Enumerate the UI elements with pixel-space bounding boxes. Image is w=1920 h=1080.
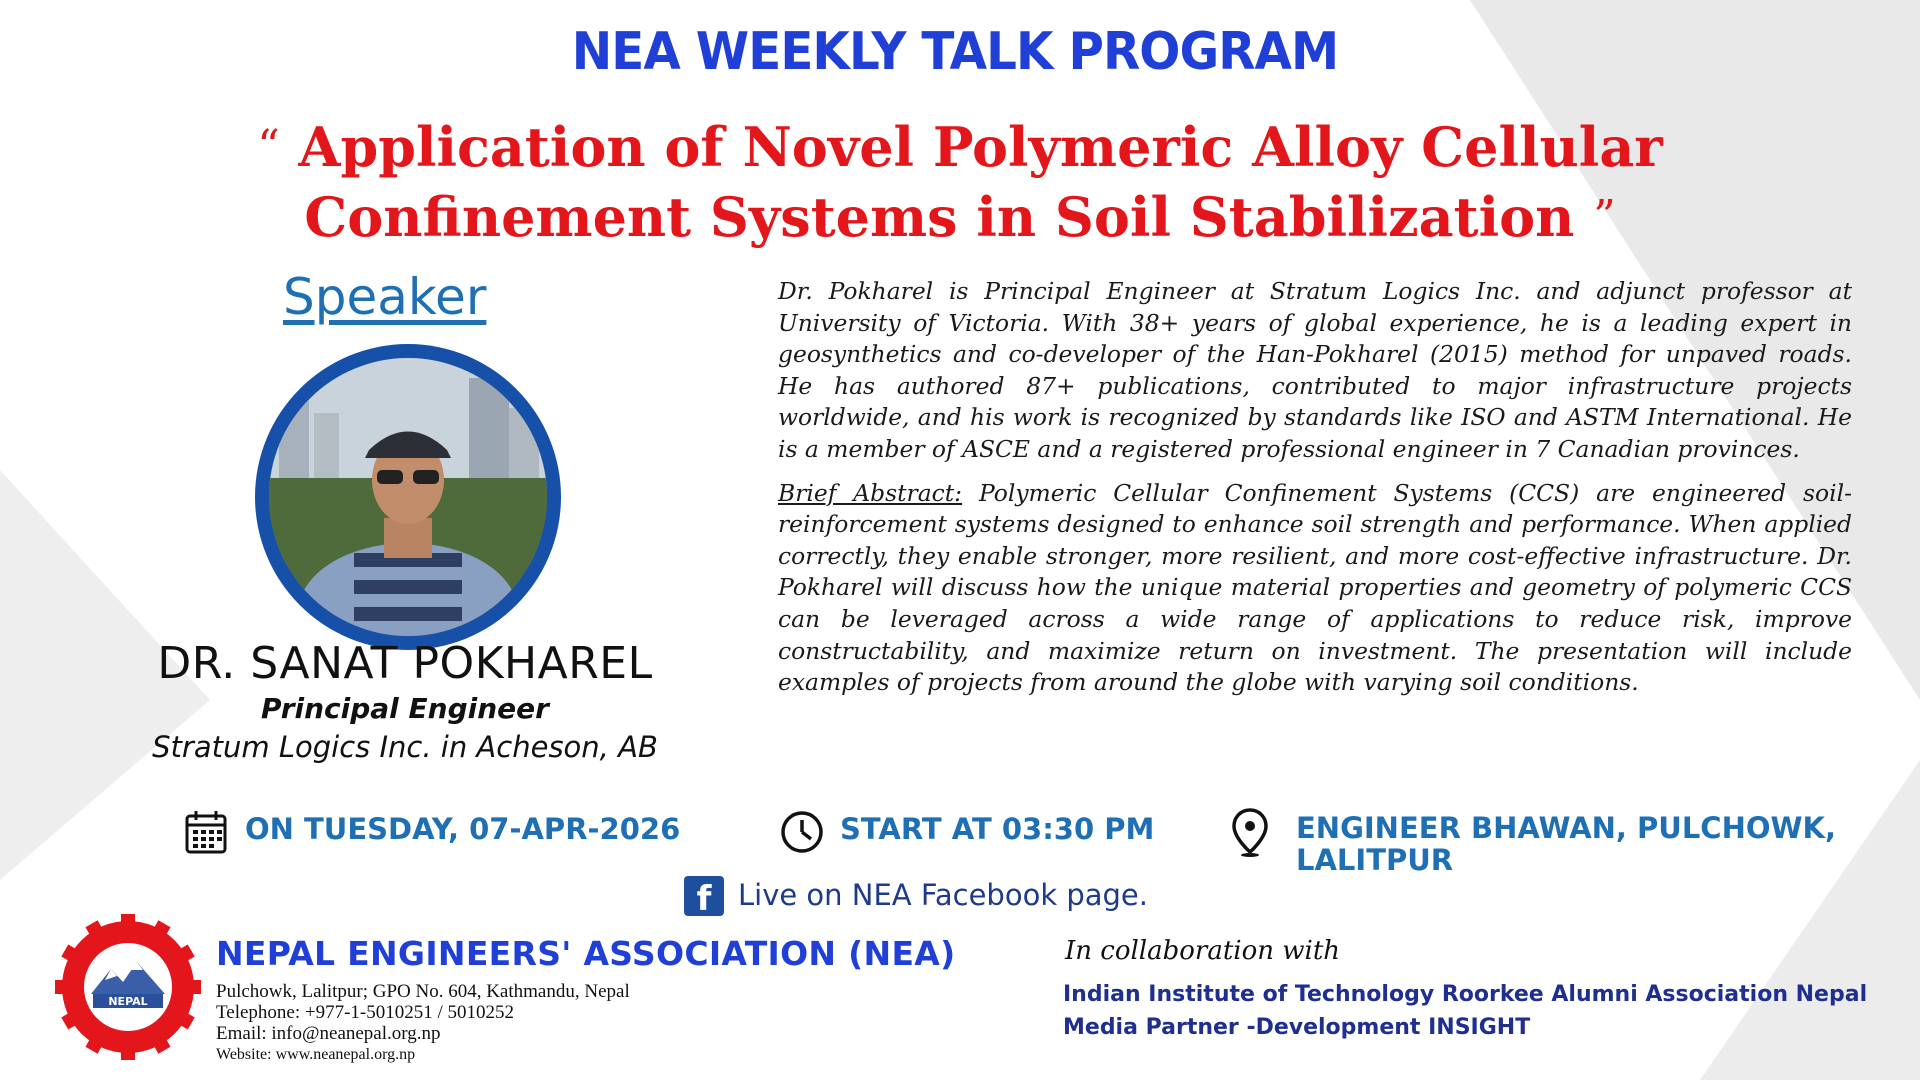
speaker-role: Principal Engineer	[261, 692, 549, 725]
facebook-icon: f	[684, 876, 724, 916]
nea-logo	[55, 914, 201, 1060]
talk-title	[120, 112, 1800, 252]
logo-text: NEPAL	[108, 995, 148, 1008]
organizer-website[interactable]: Website: www.neanepal.org.np	[216, 1046, 416, 1063]
quote-close: ”	[1593, 191, 1616, 242]
organizer-telephone: Telephone: +977-1-5010251 / 5010252	[216, 1002, 515, 1023]
program-title: NEA WEEKLY TALK PROGRAM	[571, 22, 1339, 82]
speaker-heading: Speaker	[283, 268, 487, 326]
organizer-email[interactable]: Email: info@neanepal.org.np	[216, 1023, 441, 1044]
speaker-name: DR. SANAT POKHAREL	[157, 638, 653, 689]
facebook-live-text[interactable]: Live on NEA Facebook page.	[738, 878, 1148, 912]
clock-icon	[780, 810, 824, 854]
abstract-text: Polymeric Cellular Confinement Systems (CCS) are engineered soil-reinforcement systems designed to enhance soil strength and performance. When applied correctly, they enable stronger, more resilient, and more cost-effective infrastructure. Dr. Pokharel will discuss how the unique material properties and geometry of polymeric CCS can be leveraged across a wide range of applications to reduce risk, improve constructability, and maximize return on investment. The presentation will include examples of projects from around the globe with varying soil conditions.	[778, 478, 1853, 697]
calendar-icon	[185, 810, 227, 854]
quote-open: “	[257, 121, 280, 172]
collaboration-label: In collaboration with	[1065, 936, 1341, 966]
collaboration-partner-1: Indian Institute of Technology Roorkee Alumni Association Nepal	[1063, 982, 1868, 1007]
venue-line-2: LALITPUR	[1296, 843, 1454, 877]
event-time-text: START AT 03:30 PM	[840, 812, 1155, 846]
speaker-photo-frame	[255, 344, 561, 650]
talk-title-text: Application of Novel Polymeric Alloy Cellular Confinement Systems in Soil Stabilization	[298, 115, 1663, 249]
abstract-paragraph	[778, 478, 1852, 699]
organizer-address: Pulchowk, Lalitpur; GPO No. 604, Kathmandu, Nepal	[216, 981, 630, 1002]
speaker-photo	[269, 358, 547, 636]
venue-line-1: ENGINEER BHAWAN, PULCHOWK,	[1296, 811, 1836, 845]
collaboration-partner-2: Media Partner -Development INSIGHT	[1063, 1015, 1531, 1040]
organizer-name: NEPAL ENGINEERS' ASSOCIATION (NEA)	[216, 934, 956, 973]
event-date-text: ON TUESDAY, 07-APR-2026	[245, 812, 681, 846]
location-pin-icon	[1232, 808, 1268, 858]
speaker-organization: Stratum Logics Inc. in Acheson, AB	[152, 730, 658, 764]
bio-paragraph: Dr. Pokharel is Principal Engineer at Stratum Logics Inc. and adjunct professor at University of Victoria. With 38+ years of global experience, he is a leading expert in geosynthetics and co-developer of the Han-Pokharel (2015) method for unpaved roads. He has authored 87+ publications, contributed to major infrastructure projects worldwide, and his work is recognized by standards like ISO and ASTM International. He is a member of ASCE and a registered professional engineer in 7 Canadian provinces.	[778, 277, 1852, 463]
speaker-bio	[778, 276, 1852, 711]
abstract-label: Brief Abstract:	[778, 478, 963, 507]
